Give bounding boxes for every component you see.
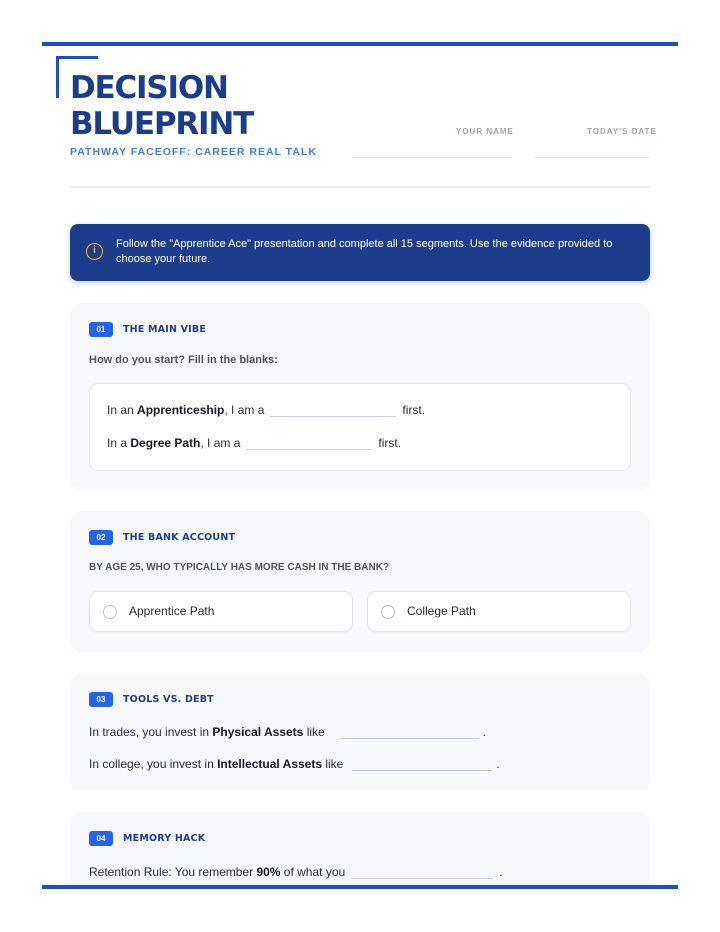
option-college-path[interactable] [367,591,631,632]
section-title: THE BANK ACCOUNT [123,532,236,543]
section-card-03 [70,674,650,791]
blank-answer-field[interactable] [339,738,479,739]
bottom-rule [42,885,678,889]
name-field[interactable] [352,157,512,158]
page-title [70,70,253,142]
section-title: TOOLS VS. DEBT [123,694,214,705]
section-number-badge: 04 [89,831,113,846]
fill-in-row-1: Retention Rule: You remember 90% of what you . [89,865,503,879]
option-label: College Path [407,604,476,618]
page-title-line-2: BLUEPRINT [70,106,254,142]
section-title: THE MAIN VIBE [123,324,207,335]
page-title-line-1: DECISION [70,70,228,106]
name-label: YOUR NAME [456,127,514,136]
radio-button[interactable] [381,605,395,619]
instructions-text: Follow the "Apprentice Ace" presentation and complete all 15 segments. Use the evidence provided to choose your future. [116,238,613,265]
option-label: Apprentice Path [129,604,215,618]
section-card-02 [70,511,650,652]
option-apprentice-path[interactable] [89,591,353,632]
section-prompt: BY AGE 25, WHO TYPICALLY HAS MORE CASH IN THE BANK? [89,562,390,573]
section-card-01 [70,303,650,490]
blank-answer-field[interactable] [246,449,372,450]
date-label: TODAY'S DATE [587,127,657,136]
instructions-banner [70,224,650,281]
fill-in-row-2: In college, you invest in Intellectual Assets like . [89,757,500,771]
fill-in-row-1: In trades, you invest in Physical Assets like . [89,725,487,739]
blank-answer-field[interactable] [352,770,492,771]
blank-answer-field[interactable] [351,878,493,879]
page-subtitle: PATHWAY FACEOFF: CAREER REAL TALK [70,146,317,158]
fill-in-box [89,383,631,471]
section-title: MEMORY HACK [123,833,206,844]
top-rule [42,42,678,46]
section-number-badge: 01 [89,322,113,337]
section-card-04 [70,812,650,885]
fill-in-row-1: In an Apprenticeship, I am a first. [107,403,426,417]
section-prompt: How do you start? Fill in the blanks: [89,354,278,366]
blank-answer-field[interactable] [270,416,396,417]
fill-in-row-2: In a Degree Path, I am a first. [107,436,402,450]
info-icon: i [86,243,103,260]
section-number-badge: 02 [89,530,113,545]
radio-button[interactable] [103,605,117,619]
header-divider [70,186,650,188]
section-number-badge: 03 [89,692,113,707]
date-field[interactable] [535,157,649,158]
